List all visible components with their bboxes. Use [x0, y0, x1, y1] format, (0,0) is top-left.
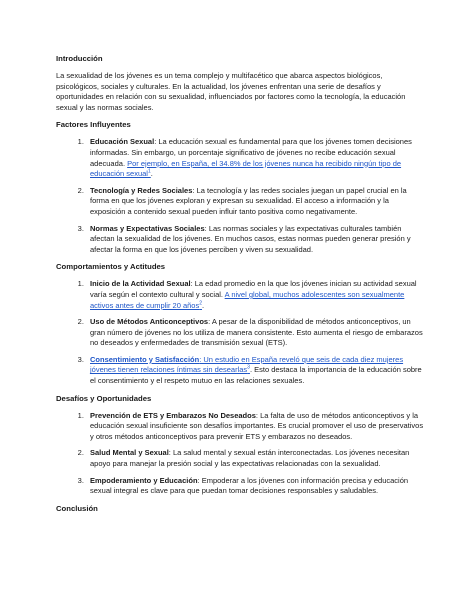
list-item	[86, 476, 426, 497]
reference-link[interactable]: Por ejemplo, en España, el 34.8% de los jóvenes nunca ha recibido ningún tipo de educación sexual	[90, 158, 402, 179]
item-text: : Las normas sociales y las expectativas culturales también afectan la sexualidad de los jóvenes. En muchos casos, estas normas pueden generar presión y afectar la forma en que los jóvenes perciben y viven su sexualidad.	[90, 223, 411, 254]
list-item	[86, 224, 426, 256]
behaviors-list	[56, 279, 426, 386]
item-after: . Esto destaca la importancia de la educación sobre el consentimiento y el respeto mutuo en las relaciones sexuales.	[90, 365, 422, 386]
item-term: Inicio de la Actividad Sexual	[90, 279, 191, 289]
intro-heading: Introducción	[56, 54, 103, 63]
item-after: .	[150, 169, 153, 179]
item-text: : La tecnología y las redes sociales juegan un papel crucial en la forma en que los jóvenes exploran y expresan su sexualidad. El acceso a información y la exposición a contenido sexual pueden influir tanto positiva como negativamente.	[90, 185, 407, 216]
item-link-text: : Un estudio en España reveló que seis de cada diez mujeres jóvenes tienen relaciones íntimas sin desearlas	[90, 354, 404, 375]
list-item	[86, 317, 426, 349]
footnote-marker: 1	[147, 168, 151, 175]
item-term: Consentimiento y Satisfacción	[90, 354, 200, 364]
item-term: Uso de Métodos Anticonceptivos	[90, 317, 209, 327]
item-text: : A pesar de la disponibilidad de métodos anticonceptivos, un gran número de jóvenes no los utiliza de manera consistente. Esto aumenta el riesgo de embarazos no deseados y enfermedades de transmisión sexual (ETS).	[90, 317, 423, 348]
item-term: Salud Mental y Sexual	[90, 448, 169, 458]
behaviors-heading: Comportamientos y Actitudes	[56, 262, 166, 272]
reference-link[interactable]: A nivel global, muchos adolescentes son sexualmente activos antes de cumplir 20 años	[90, 289, 405, 310]
list-item	[86, 448, 426, 469]
item-term: Normas y Expectativas Sociales	[90, 223, 205, 233]
item-text: : La falta de uso de métodos anticonceptivos y la educación sexual insuficiente son desafíos importantes. Es crucial promover el uso de preservativos y otros métodos anticonceptivos para prevenir ETS y embarazos no deseados.	[90, 410, 424, 441]
intro-paragraph: La sexualidad de los jóvenes es un tema complejo y multifacético que abarca aspectos biológicos, psicológicos, sociales y culturales. En la actualidad, los jóvenes enfrentan una serie de desafíos y oportunidades en relación con su sexualidad, influenciados por factores como la tecnología, la educación sexual y las normas sociales.	[56, 71, 406, 112]
item-text: : Empoderar a los jóvenes con información precisa y educación sexual integral es clave para que puedan tomar decisiones responsables y saludables.	[90, 475, 409, 496]
item-text: : La educación sexual es fundamental para que los jóvenes tomen decisiones informadas. Sin embargo, un porcentaje significativo de jóvenes no recibe educación sexual adecuada.	[90, 137, 412, 168]
item-after: .	[202, 300, 205, 310]
document-page	[56, 54, 426, 521]
list-item	[86, 355, 426, 387]
footnote-marker: 3	[247, 364, 250, 371]
footnote-marker: 2	[199, 300, 203, 306]
challenges-list	[56, 411, 426, 497]
item-term: Prevención de ETS y Embarazos No Deseados	[90, 410, 256, 420]
item-term: Tecnología y Redes Sociales	[90, 185, 193, 195]
list-item	[86, 137, 426, 179]
conclusion-heading: Conclusión	[56, 503, 98, 513]
item-text: : La salud mental y sexual están interconectadas. Los jóvenes necesitan apoyo para manejar la presión social y las expectativas relacionadas con la sexualidad.	[90, 448, 410, 469]
list-item	[86, 411, 426, 443]
item-term: Educación Sexual	[90, 137, 155, 147]
challenges-heading: Desafíos y Oportunidades	[56, 393, 152, 403]
item-term: Empoderamiento y Educación	[90, 475, 198, 485]
factors-list	[56, 137, 426, 255]
factors-heading: Factores Influyentes	[56, 120, 131, 130]
list-item	[86, 279, 426, 311]
list-item	[86, 186, 426, 218]
item-text: : La edad promedio en la que los jóvenes inician su actividad sexual varía según el contexto cultural y social.	[90, 279, 417, 299]
